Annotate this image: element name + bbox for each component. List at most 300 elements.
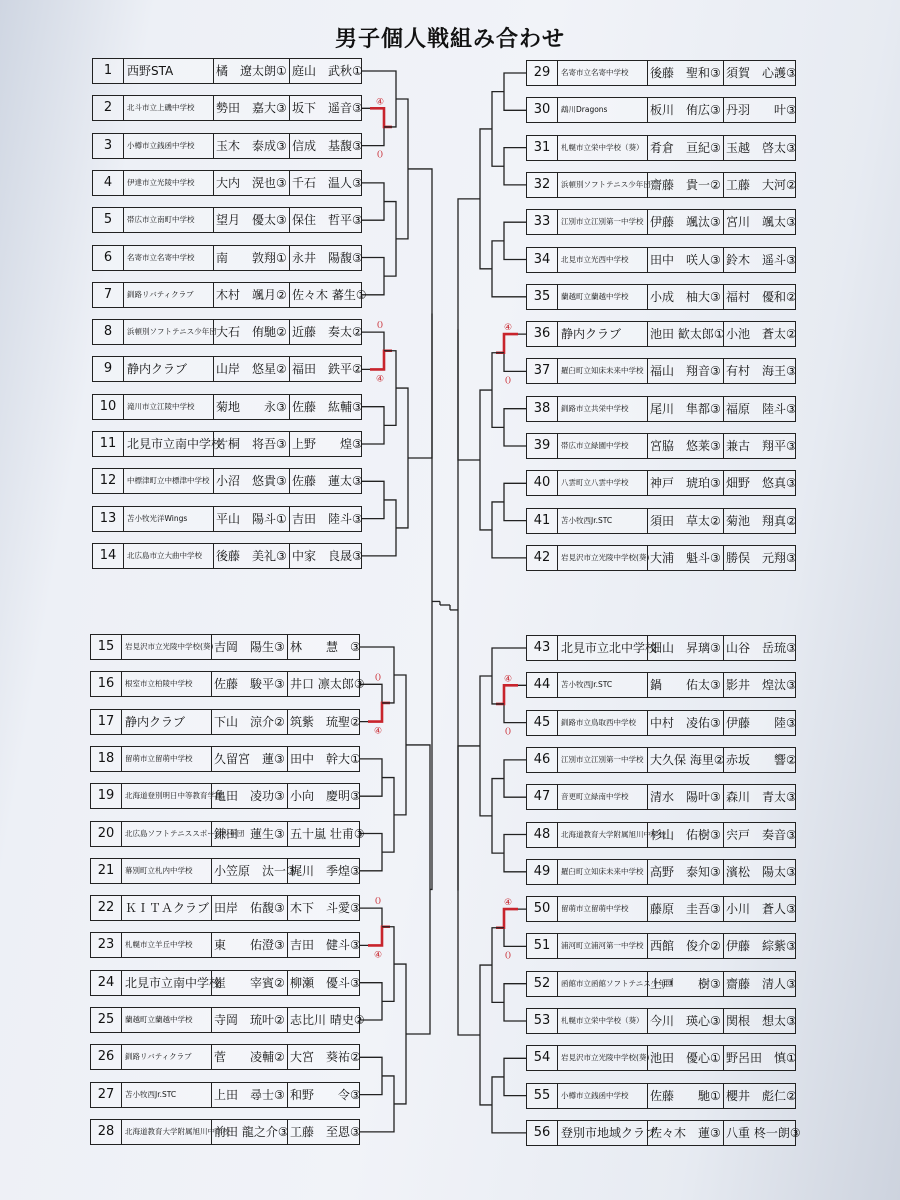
- team-name: 北広島市立大曲中学校: [127, 550, 202, 560]
- score-lower: ０: [503, 376, 513, 387]
- entry-number: 14: [99, 547, 117, 563]
- entry-number: 2: [103, 100, 113, 116]
- player-1: 佐藤 駿平③: [214, 677, 285, 692]
- player-2: 鈴木 遥斗③: [726, 252, 797, 267]
- entry-row-32: [526, 172, 796, 198]
- team-name: 苫小牧光洋Wings: [127, 513, 188, 523]
- entry-number: 48: [533, 826, 551, 842]
- bracket-join: [492, 502, 526, 558]
- bracket-join: [492, 92, 504, 167]
- bracket-join: [492, 353, 504, 428]
- player-2: 小向 慶明③: [290, 789, 361, 804]
- player-2: 櫻井 彪仁②: [726, 1088, 797, 1103]
- entry-number: 42: [533, 549, 551, 565]
- entry-row-19: [90, 783, 360, 809]
- entry-number: 31: [533, 139, 551, 155]
- entry-number: 22: [97, 900, 115, 916]
- entry-row-47: [526, 784, 796, 810]
- bracket-join: [394, 964, 406, 1104]
- player-1: 尾川 隼都③: [650, 401, 721, 416]
- player-2: 佐々木 蕃生①: [292, 287, 367, 302]
- winner-path: [370, 351, 392, 370]
- bracket-pair: [504, 685, 526, 722]
- entry-number: 10: [99, 398, 117, 414]
- player-1: 田岸 佑馥③: [214, 901, 285, 916]
- entry-number: 45: [533, 714, 551, 730]
- team-name: 小樽市立銭函中学校: [127, 140, 195, 150]
- entry-number: 5: [103, 212, 113, 228]
- player-1: 菅 凌輔②: [214, 1050, 285, 1065]
- player-1: 宮脇 悠莱③: [650, 439, 721, 453]
- bracket-join: [480, 129, 492, 269]
- entry-row-5: [92, 207, 362, 233]
- team-name: 留萌市立留萌中学校: [125, 753, 193, 763]
- team-name: 釧路市立共栄中学校: [561, 403, 629, 413]
- player-2: 近藤 奏太②: [292, 325, 363, 340]
- entry-number: 55: [533, 1087, 551, 1103]
- entry-number: 21: [97, 862, 115, 878]
- player-2: 赤坂 響②: [726, 752, 797, 767]
- player-1: 小沼 悠貴③: [216, 474, 287, 489]
- player-1: 肴倉 亘紀③: [650, 140, 721, 155]
- entry-row-28: [90, 1119, 360, 1145]
- player-2: 兼古 翔平③: [726, 439, 797, 453]
- team-name: 羅臼町立知床未来中学校: [561, 366, 644, 376]
- entry-row-25: [90, 1007, 365, 1033]
- entry-row-15: [90, 634, 360, 660]
- entry-row-49: [526, 859, 796, 885]
- team-name: 苫小牧西Jr.STC: [125, 1089, 177, 1099]
- team-name: 滝川市立江陵中学校: [127, 401, 195, 411]
- player-2: 筑紫 琉聖②: [290, 714, 361, 729]
- bracket-pair: [362, 481, 384, 518]
- bracket-join: [458, 746, 480, 1035]
- entry-row-2: [92, 95, 362, 121]
- player-1: 東 佑澄③: [214, 938, 285, 953]
- score-lower: ④: [373, 726, 383, 737]
- player-2: 山谷 岳琉③: [726, 641, 797, 655]
- player-2: 齋藤 清人③: [726, 976, 797, 991]
- player-2: 大宮 葵祐②: [290, 1050, 361, 1065]
- player-1: 平山 陽斗①: [216, 511, 287, 526]
- entry-row-26: [90, 1044, 360, 1070]
- team-name: 北海道登別明日中等教育学校: [125, 791, 223, 801]
- team-name: 札幌市立栄中学校（葵）: [561, 1016, 644, 1025]
- team-name: 登別市地域クラブ: [561, 1125, 658, 1140]
- winner-path: [368, 927, 390, 946]
- player-1: 鍋 佑太③: [650, 678, 721, 693]
- player-2: 宍戸 奏音③: [726, 827, 797, 842]
- entry-number: 49: [533, 863, 551, 879]
- entry-number: 54: [533, 1050, 551, 1066]
- player-2: 須賀 心護③: [726, 66, 797, 80]
- player-1: 齋藤 貴一②: [650, 177, 721, 192]
- player-1: 菊地 永③: [216, 399, 287, 414]
- player-1: 今川 瑛心③: [650, 1014, 721, 1028]
- player-2: 有村 海王③: [726, 364, 797, 379]
- entry-number: 36: [533, 326, 551, 342]
- player-2: 工藤 至恩③: [290, 1124, 361, 1139]
- player-2: 濱松 陽太③: [726, 864, 797, 879]
- player-1: 中村 凌佑③: [650, 715, 721, 730]
- entry-row-20: [90, 821, 365, 847]
- bracket-pair: [504, 984, 526, 1021]
- entry-number: 12: [99, 473, 117, 489]
- entry-number: 8: [103, 324, 113, 340]
- entry-row-48: [526, 822, 796, 848]
- score-lower: ０: [503, 951, 513, 962]
- bracket-pair: [504, 148, 526, 185]
- bracket-join: [492, 241, 526, 297]
- player-1: 杉山 佑樹③: [650, 827, 721, 842]
- entry-row-30: [526, 97, 796, 123]
- player-2: 吉田 陸斗③: [292, 511, 363, 526]
- player-2: 野呂田 慎①: [726, 1051, 797, 1066]
- bracket-pair: [360, 908, 382, 945]
- team-name: 北見市立南中学校: [125, 975, 222, 990]
- team-name: 苫小牧西Jr.STC: [561, 680, 613, 690]
- player-2: 関根 想太③: [726, 1014, 797, 1028]
- winner-path: [368, 703, 390, 722]
- team-name: 岩見沢市立光陵中学校(葵): [561, 1053, 650, 1063]
- entry-number: 46: [533, 751, 551, 767]
- player-2: 志比川 晴史②: [290, 1013, 365, 1027]
- team-name: 北見市立北中学校: [561, 641, 658, 655]
- team-name: 名寄市立名寄中学校: [127, 252, 195, 262]
- bracket-join: [480, 965, 492, 1105]
- entry-number: 33: [533, 214, 551, 230]
- entry-row-21: [90, 858, 360, 884]
- entry-row-44: [526, 672, 796, 698]
- entry-row-31: [526, 135, 796, 161]
- player-1: 鎌田 蓮生③: [214, 826, 285, 841]
- entry-row-52: [526, 971, 796, 997]
- entry-number: 29: [533, 65, 551, 80]
- entry-row-17: [90, 709, 360, 735]
- player-1: 大久保 海里②: [650, 752, 725, 767]
- entry-number: 43: [533, 640, 551, 655]
- player-1: 亀田 凌功③: [214, 789, 285, 804]
- player-2: 永井 陽馥③: [292, 250, 363, 265]
- player-2: 吉田 健斗③: [290, 938, 361, 953]
- team-name: 釧路リバティクラブ: [127, 289, 194, 299]
- player-1: 田中 咲人③: [650, 252, 721, 267]
- entry-row-45: [526, 710, 796, 736]
- bracket-pair: [360, 1057, 382, 1094]
- player-1: 橘 遼太朗①: [216, 64, 287, 78]
- bracket-pair: [504, 483, 526, 520]
- entry-row-34: [526, 247, 796, 273]
- bracket-join: [396, 99, 408, 239]
- entry-number: 23: [97, 937, 115, 953]
- player-1: 板川 侑広③: [650, 103, 721, 118]
- player-2: 工藤 大河②: [726, 177, 797, 192]
- player-2: 畑野 悠真③: [726, 476, 797, 491]
- team-name: 帯広市立緑園中学校: [561, 441, 629, 450]
- entry-number: 6: [103, 249, 113, 265]
- entry-row-29: [526, 60, 796, 86]
- entry-number: 47: [533, 789, 551, 805]
- bracket-pair: [504, 409, 526, 446]
- bracket-pair: [504, 1058, 526, 1095]
- entry-row-33: [526, 209, 796, 235]
- entry-row-14: [92, 543, 362, 569]
- player-2: 和野 令③: [290, 1087, 361, 1102]
- entry-number: 30: [533, 102, 551, 118]
- player-1: 上田 尋士③: [214, 1087, 285, 1102]
- entry-number: 16: [97, 676, 115, 692]
- player-1: 畑山 昇璃③: [650, 641, 721, 655]
- winner-path: [496, 909, 518, 928]
- player-1: 伊藤 颯汰③: [650, 215, 721, 230]
- player-2: 千石 温人③: [292, 175, 363, 190]
- player-1: 勢田 嘉大③: [216, 101, 287, 116]
- winner-path: [370, 108, 392, 127]
- player-2: 信成 基馥③: [292, 138, 363, 153]
- entry-row-4: [92, 170, 362, 196]
- entry-row-46: [526, 747, 796, 773]
- score-lower: ０: [375, 150, 385, 161]
- team-name: 蘭越町立蘭越中学校: [125, 1015, 193, 1024]
- team-name: 留萌市立留萌中学校: [561, 904, 629, 914]
- entry-number: 20: [97, 825, 115, 841]
- entry-row-8: [92, 319, 362, 345]
- entry-row-18: [90, 746, 360, 772]
- player-1: 山岸 悠星②: [216, 362, 287, 377]
- team-name: 江別市立江別第一中学校: [561, 217, 644, 227]
- team-name: 羅臼町立知床未来中学校: [561, 866, 644, 876]
- player-1: 崔 宰賓②: [214, 975, 285, 990]
- entry-number: 26: [97, 1049, 115, 1065]
- entry-row-55: [526, 1083, 796, 1109]
- score-upper: ０: [375, 321, 385, 332]
- entry-number: 19: [97, 788, 115, 804]
- player-1: 望月 優太③: [216, 213, 287, 228]
- entry-number: 1: [103, 63, 113, 78]
- player-2: 田中 幹大①: [290, 751, 361, 766]
- entry-row-38: [526, 396, 796, 422]
- bracket-join: [382, 927, 394, 1002]
- player-2: 福田 鉄平②: [292, 362, 363, 377]
- score-lower: ④: [373, 950, 383, 961]
- score-upper: ④: [503, 674, 513, 685]
- team-name: 苫小牧西Jr.STC: [561, 515, 613, 525]
- entry-number: 40: [533, 475, 551, 491]
- player-1: 佐藤 馳①: [650, 1088, 721, 1103]
- player-2: 坂下 遥音③: [292, 101, 363, 116]
- player-1: 前田 龍之介③: [214, 1124, 289, 1139]
- bracket-join: [360, 1076, 394, 1132]
- team-name: 鵡川Dragons: [561, 105, 608, 115]
- entry-row-6: [92, 245, 362, 271]
- team-name: 静内クラブ: [127, 362, 188, 377]
- player-2: 佐藤 蓮太③: [292, 474, 363, 489]
- team-name: 根室市立柏陵中学校: [125, 679, 193, 689]
- bracket-join: [384, 351, 396, 426]
- player-2: 木下 斗愛③: [290, 901, 361, 916]
- player-2: 宮川 颯太③: [726, 215, 797, 230]
- entry-row-13: [92, 506, 362, 532]
- bracket-pair: [504, 760, 526, 797]
- entry-row-23: [90, 932, 360, 958]
- bracket-join: [394, 675, 406, 815]
- player-1: 後藤 聖和③: [650, 66, 721, 80]
- player-1: 藤原 圭吾③: [650, 902, 721, 917]
- bracket-join: [480, 676, 492, 816]
- team-name: 静内クラブ: [125, 714, 186, 729]
- player-1: 西館 俊介②: [650, 939, 721, 954]
- player-2: 丹羽 叶③: [726, 103, 797, 118]
- team-name: 北見市立南中学校: [127, 437, 224, 451]
- bracket-join: [382, 778, 394, 853]
- bracket-pair: [504, 334, 526, 371]
- entry-number: 32: [533, 176, 551, 192]
- team-name: 北海道教育大学附属旭川中学校: [561, 829, 666, 839]
- player-1: 吉岡 陽生③: [214, 640, 285, 654]
- team-name: 北斗市立上磯中学校: [127, 103, 195, 113]
- entry-number: 25: [97, 1012, 115, 1027]
- entry-number: 34: [533, 251, 551, 267]
- bracket-pair: [362, 407, 384, 444]
- player-2: 福原 陸斗③: [726, 401, 797, 416]
- entry-row-35: [526, 284, 796, 310]
- player-1: 久留宮 蓮③: [214, 751, 285, 766]
- entry-number: 17: [97, 713, 115, 729]
- score-upper: ④: [503, 323, 513, 334]
- player-1: 神戸 琥珀③: [650, 476, 721, 491]
- player-1: 大石 侑馳②: [216, 325, 287, 340]
- player-2: 玉越 啓太③: [726, 140, 797, 155]
- team-name: 釧路市立鳥取西中学校: [561, 717, 636, 727]
- player-1: 寺岡 琉叶②: [214, 1013, 285, 1027]
- entry-number: 13: [99, 510, 117, 526]
- team-name: 札幌市立栄中学校（葵）: [561, 142, 644, 152]
- team-name: 幕別町立札内中学校: [125, 865, 193, 875]
- entry-row-9: [92, 356, 362, 382]
- score-upper: ④: [503, 898, 513, 909]
- player-1: 玉木 泰成③: [216, 138, 287, 153]
- bracket-join: [362, 500, 396, 556]
- entry-row-39: [526, 433, 796, 459]
- entry-row-27: [90, 1082, 360, 1108]
- entry-row-51: [526, 933, 796, 959]
- bracket-pair: [362, 183, 384, 220]
- entry-number: 39: [533, 438, 551, 453]
- entry-number: 37: [533, 363, 551, 379]
- entry-number: 44: [533, 677, 551, 693]
- team-name: 帯広市立南町中学校: [127, 215, 195, 225]
- entry-number: 50: [533, 901, 551, 917]
- team-name: 岩見沢市立光陵中学校(葵): [125, 642, 214, 651]
- entry-number: 9: [103, 361, 113, 377]
- team-name: 静内クラブ: [561, 327, 622, 342]
- entry-number: 18: [97, 750, 115, 766]
- entry-number: 56: [533, 1124, 551, 1140]
- score-lower: ０: [503, 727, 513, 738]
- player-1: 池田 優心①: [650, 1051, 721, 1066]
- player-1: 小笠原 汰一③: [214, 863, 297, 878]
- team-name: 蘭越町立蘭越中学校: [561, 291, 629, 301]
- player-2: 菊池 翔真②: [726, 513, 797, 528]
- bracket-join: [408, 169, 432, 458]
- entry-number: 15: [97, 639, 115, 654]
- team-name: 札幌市立羊丘中学校: [125, 940, 193, 950]
- entry-row-10: [92, 394, 362, 420]
- entry-row-12: [92, 468, 362, 494]
- player-2: 井口 凛太郎③: [290, 677, 365, 692]
- entry-row-16: [90, 671, 365, 697]
- bracket-join: [384, 202, 396, 277]
- bracket-join: [480, 390, 492, 530]
- winner-path: [496, 334, 518, 353]
- entry-number: 27: [97, 1086, 115, 1102]
- entry-row-56: [526, 1120, 801, 1146]
- entry-number: 52: [533, 975, 551, 991]
- entry-row-54: [526, 1045, 796, 1071]
- entry-row-40: [526, 470, 796, 496]
- bracket-pair: [504, 73, 526, 110]
- player-2: 伊藤 綜紫③: [726, 939, 797, 954]
- entry-number: 53: [533, 1013, 551, 1028]
- entry-number: 28: [97, 1123, 115, 1139]
- team-name: 中標津町立中標津中学校: [127, 476, 210, 486]
- entry-number: 24: [97, 974, 115, 990]
- player-1: 片桐 将吾③: [216, 437, 287, 451]
- bracket-pair: [362, 108, 384, 145]
- player-1: 須田 草太②: [650, 513, 721, 528]
- team-name: 名寄市立名寄中学校: [561, 68, 629, 77]
- player-1: 上戸 樹③: [650, 976, 721, 991]
- team-name: 浦河町立浦河第一中学校: [561, 941, 644, 951]
- player-1: 下山 涼介②: [214, 714, 285, 729]
- bracket-pair: [504, 222, 526, 259]
- entry-row-53: [526, 1008, 796, 1034]
- team-name: 岩見沢市立光陵中学校(葵): [561, 552, 650, 562]
- team-name: 音更町立緑南中学校: [561, 792, 629, 802]
- player-2: 林 慧 ③: [290, 640, 361, 654]
- player-2: 五十嵐 壮甫③: [290, 826, 365, 841]
- entry-row-41: [526, 508, 796, 534]
- player-2: 佐藤 紘輔③: [292, 399, 363, 414]
- team-name: 北見市立光西中学校: [561, 254, 629, 264]
- winner-path: [496, 685, 518, 704]
- score-upper: ０: [373, 673, 383, 684]
- entry-number: 51: [533, 938, 551, 954]
- team-name: 西野STA: [127, 64, 174, 78]
- player-2: 福村 優和②: [726, 289, 797, 304]
- team-name: 江別市立江別第一中学校: [561, 754, 644, 764]
- player-2: 柳瀬 優斗③: [290, 975, 361, 990]
- entry-row-7: [92, 282, 367, 308]
- team-name: ＫＩＴＡクラブ: [125, 901, 210, 916]
- player-1: 木村 颯月②: [216, 287, 287, 302]
- bracket-join: [492, 1077, 526, 1133]
- entry-number: 4: [103, 174, 113, 190]
- team-name: 八雲町立八雲中学校: [561, 478, 629, 488]
- score-lower: ④: [375, 374, 385, 385]
- player-1: 小成 柚大③: [650, 289, 721, 304]
- team-name: 函館市立函館ソフトテニス少年団: [561, 978, 674, 988]
- entry-row-3: [92, 133, 362, 159]
- player-1: 福山 翔音③: [650, 364, 721, 379]
- player-2: 小池 蒼太②: [726, 327, 797, 342]
- team-name: 釧路リバティクラブ: [125, 1052, 192, 1062]
- bracket-join: [406, 745, 430, 1034]
- entry-number: 11: [99, 436, 117, 451]
- player-1: 高野 泰知③: [650, 864, 721, 879]
- player-1: 後藤 美礼③: [216, 548, 287, 563]
- entry-number: 35: [533, 288, 551, 304]
